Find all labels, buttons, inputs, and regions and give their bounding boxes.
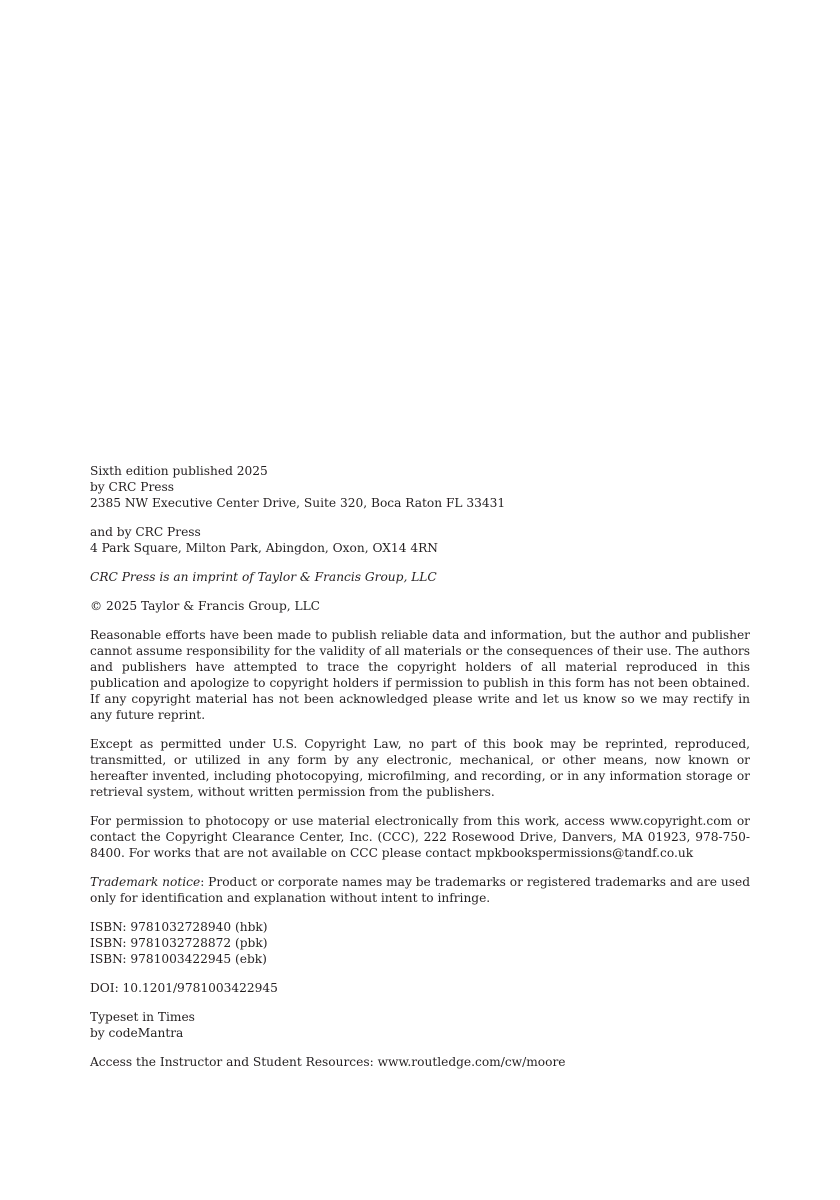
resources-link: Access the Instructor and Student Resources: www.routledge.com/cw/moore <box>90 1055 566 1069</box>
imprint-statement: CRC Press is an imprint of Taylor & Francis Group, LLC <box>90 570 437 584</box>
publisher-line: by CRC Press <box>90 480 175 494</box>
second-publisher-line: and by CRC Press <box>90 525 201 539</box>
second-publisher-address: 4 Park Square, Milton Park, Abingdon, Oxon, OX14 4RN <box>90 541 438 555</box>
publisher-address: 2385 NW Executive Center Drive, Suite 320, Boca Raton FL 33431 <box>90 496 506 510</box>
copyright-law-paragraph: Except as permitted under U.S. Copyright Law, no part of this book may be reprinted, reproduced, transmitted, or utilized in any form by any electronic, mechanical, or other means, now known or hereafter invented, including photocopying, microfilming, and recording, or in any information storage or retrieval system, without written permission from the publishers. <box>90 737 750 799</box>
edition-line: Sixth edition published 2025 <box>90 464 268 478</box>
trademark-text: : Product or corporate names may be trademarks or registered trademarks and are used only for identification and explanation without intent to infringe. <box>90 875 750 905</box>
isbn-list <box>90 919 750 967</box>
doi: DOI: 10.1201/9781003422945 <box>90 981 278 995</box>
typeset-info <box>90 1009 750 1041</box>
second-publisher-info <box>90 524 750 556</box>
isbn-pbk: ISBN: 9781032728872 (pbk) <box>90 936 268 950</box>
publication-info <box>90 463 750 511</box>
copyright-notice: © 2025 Taylor & Francis Group, LLC <box>90 599 321 613</box>
typeset-font: Typeset in Times <box>90 1010 195 1024</box>
permission-paragraph: For permission to photocopy or use material electronically from this work, access www.copyright.com or contact the Copyright Clearance Center, Inc. (CCC), 222 Rosewood Drive, Danvers, MA 01923, 978-750-8400. For works that are not available on CCC please contact mpkbookspermissions@tandf.co.uk <box>90 814 750 860</box>
disclaimer-paragraph: Reasonable efforts have been made to publish reliable data and information, but the author and publisher cannot assume responsibility for the validity of all materials or the consequences of their use. The authors and publishers have attempted to trace the copyright holders of all material reproduced in this publication and apologize to copyright holders if permission to publish in this form has not been obtained. If any copyright material has not been acknowledged please write and let us know so we may rectify in any future reprint. <box>90 628 750 722</box>
isbn-hbk: ISBN: 9781032728940 (hbk) <box>90 920 268 934</box>
copyright-page <box>90 463 750 1083</box>
trademark-paragraph <box>90 874 750 906</box>
trademark-label: Trademark notice <box>90 875 201 889</box>
isbn-ebk: ISBN: 9781003422945 (ebk) <box>90 952 267 966</box>
typeset-by: by codeMantra <box>90 1026 184 1040</box>
